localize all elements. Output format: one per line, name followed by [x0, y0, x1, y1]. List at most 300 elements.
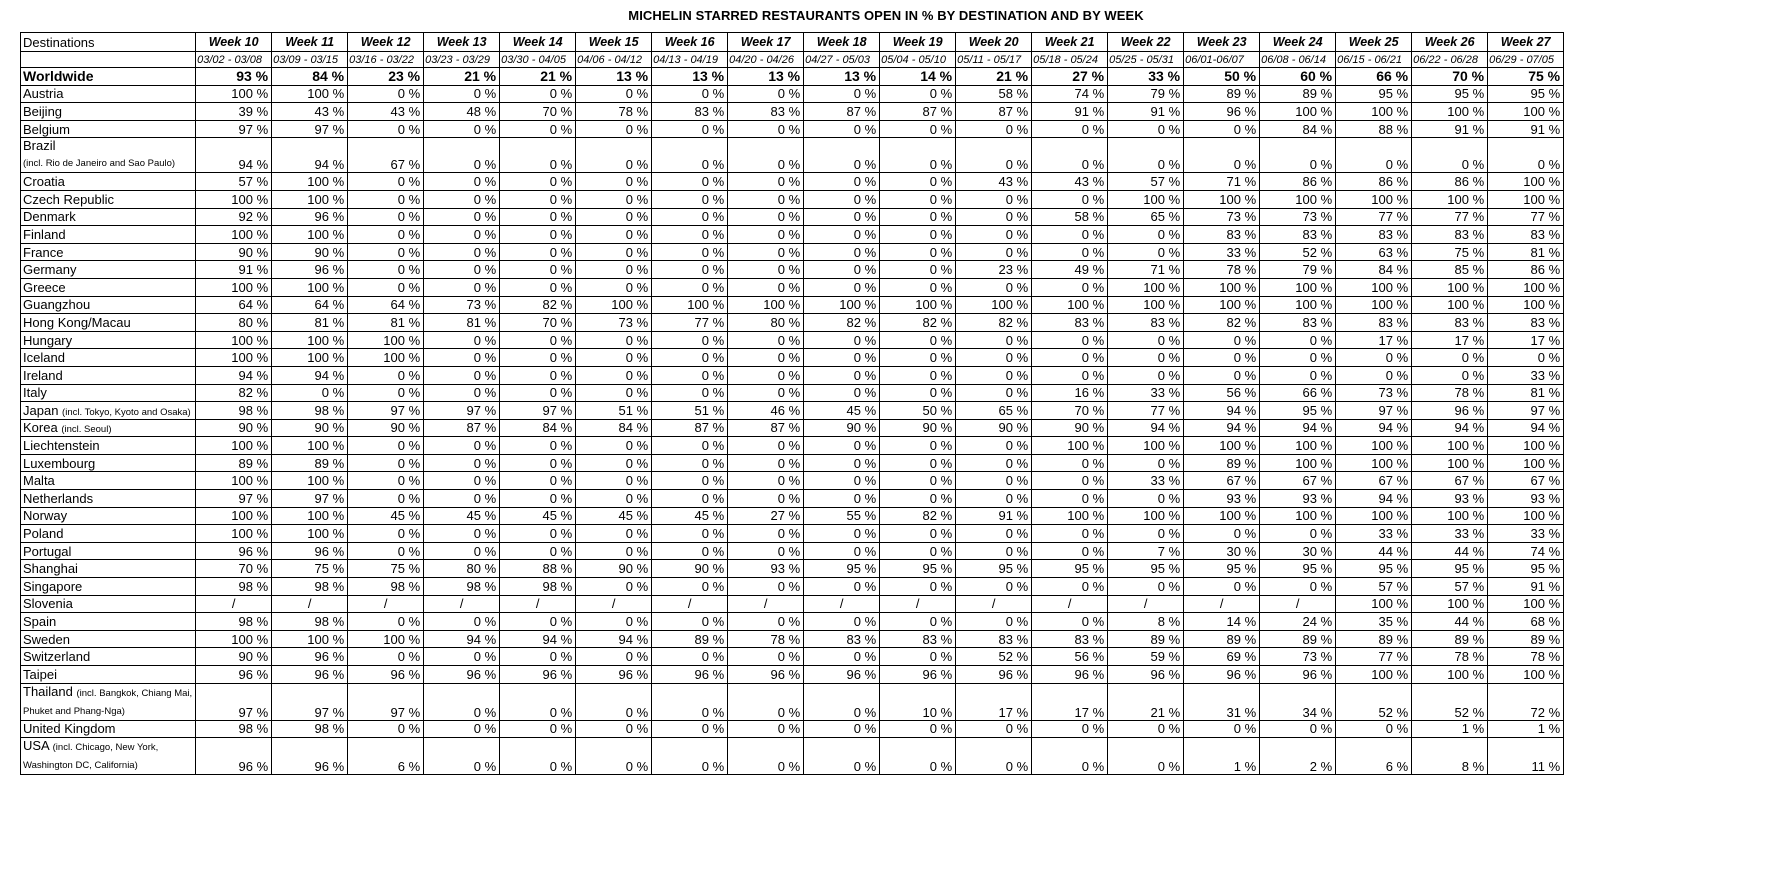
percent-cell: 100 %: [1412, 296, 1488, 314]
percent-cell: 0 %: [500, 85, 576, 103]
percent-cell: 96 %: [348, 666, 424, 684]
percent-cell: 100 %: [272, 85, 348, 103]
percent-cell: 97 %: [272, 490, 348, 508]
destination-name: [21, 666, 196, 684]
percent-cell: /: [728, 595, 804, 613]
percent-cell: 0 %: [1032, 738, 1108, 775]
week-date-range: 04/13 - 04/19: [652, 52, 728, 68]
percent-cell: 70 %: [1032, 402, 1108, 420]
percent-cell: 0 %: [956, 542, 1032, 560]
percent-cell: 0 %: [1108, 120, 1184, 138]
percent-cell: 90 %: [1032, 419, 1108, 437]
percent-cell: 96 %: [1184, 666, 1260, 684]
percent-cell: 0 %: [576, 331, 652, 349]
percent-cell: 0 %: [880, 437, 956, 455]
percent-cell: 23 %: [348, 68, 424, 86]
percent-cell: 100 %: [272, 525, 348, 543]
percent-cell: 100 %: [1184, 296, 1260, 314]
destination-name: [21, 208, 196, 226]
destination-name: [21, 613, 196, 631]
destination-row: [21, 349, 1564, 367]
percent-cell: 83 %: [804, 630, 880, 648]
percent-cell: 0 %: [804, 208, 880, 226]
percent-cell: 0 %: [1412, 349, 1488, 367]
percent-cell: 0 %: [348, 261, 424, 279]
destination-note: (incl. Rio de Janeiro and Sao Paulo): [23, 158, 176, 170]
percent-cell: 95 %: [804, 560, 880, 578]
percent-cell: 0 %: [1488, 138, 1564, 173]
week-header: Week 13: [424, 33, 500, 52]
percent-cell: /: [1108, 595, 1184, 613]
percent-cell: 0 %: [956, 578, 1032, 596]
percent-cell: 100 %: [1412, 454, 1488, 472]
percent-cell: 45 %: [424, 507, 500, 525]
destination-name: [21, 278, 196, 296]
percent-cell: 89 %: [1108, 630, 1184, 648]
percent-cell: 94 %: [1488, 419, 1564, 437]
week-date-range: 05/11 - 05/17: [956, 52, 1032, 68]
percent-cell: 0 %: [804, 683, 880, 720]
percent-cell: 100 %: [652, 296, 728, 314]
percent-cell: 100 %: [1184, 507, 1260, 525]
percent-cell: 33 %: [1488, 366, 1564, 384]
percent-cell: /: [348, 595, 424, 613]
percent-cell: 82 %: [196, 384, 272, 402]
percent-cell: 0 %: [804, 490, 880, 508]
percent-cell: 21 %: [1108, 683, 1184, 720]
percent-cell: 33 %: [1184, 243, 1260, 261]
percent-cell: 89 %: [1184, 85, 1260, 103]
percent-cell: 100 %: [1412, 103, 1488, 121]
percent-cell: 78 %: [1184, 261, 1260, 279]
percent-cell: 100 %: [196, 190, 272, 208]
percent-cell: 0 %: [956, 720, 1032, 738]
percent-cell: 100 %: [1336, 278, 1412, 296]
week-header: Week 19: [880, 33, 956, 52]
week-header: Week 26: [1412, 33, 1488, 52]
percent-cell: 0 %: [804, 437, 880, 455]
percent-cell: 17 %: [1336, 331, 1412, 349]
percent-cell: 51 %: [576, 402, 652, 420]
percent-cell: 98 %: [272, 402, 348, 420]
percent-cell: 0 %: [728, 138, 804, 173]
destination-note: (incl. Chicago, New York,: [52, 742, 159, 754]
percent-cell: 0 %: [1336, 366, 1412, 384]
percent-cell: 77 %: [1336, 208, 1412, 226]
percent-cell: 0 %: [348, 208, 424, 226]
percent-cell: 0 %: [1032, 490, 1108, 508]
percent-cell: 0 %: [424, 366, 500, 384]
percent-cell: 0 %: [576, 190, 652, 208]
percent-cell: 100 %: [1488, 296, 1564, 314]
percent-cell: 21 %: [956, 68, 1032, 86]
percent-cell: 0 %: [576, 437, 652, 455]
percent-cell: 51 %: [652, 402, 728, 420]
percent-cell: 84 %: [1336, 261, 1412, 279]
percent-cell: 100 %: [1488, 437, 1564, 455]
percent-cell: 100 %: [272, 173, 348, 191]
destination-label: Liechtenstein: [23, 438, 100, 454]
percent-cell: 0 %: [500, 613, 576, 631]
percent-cell: 0 %: [576, 208, 652, 226]
percent-cell: 0 %: [576, 472, 652, 490]
percent-cell: 0 %: [576, 226, 652, 244]
percent-cell: 0 %: [1032, 720, 1108, 738]
percent-cell: 0 %: [880, 120, 956, 138]
percent-cell: 0 %: [1032, 454, 1108, 472]
percent-cell: 73 %: [1184, 208, 1260, 226]
percent-cell: 91 %: [1412, 120, 1488, 138]
percent-cell: 77 %: [1488, 208, 1564, 226]
percent-cell: 0 %: [1260, 525, 1336, 543]
destination-name: [21, 384, 196, 402]
percent-cell: 75 %: [1488, 68, 1564, 86]
destination-row: [21, 190, 1564, 208]
percent-cell: 23 %: [956, 261, 1032, 279]
percent-cell: 45 %: [804, 402, 880, 420]
restaurants-open-table: [20, 32, 1564, 775]
percent-cell: 0 %: [500, 542, 576, 560]
percent-cell: 95 %: [1488, 85, 1564, 103]
week-header: Week 12: [348, 33, 424, 52]
percent-cell: 96 %: [652, 666, 728, 684]
destination-name: [21, 720, 196, 738]
percent-cell: 0 %: [804, 384, 880, 402]
percent-cell: 0 %: [424, 472, 500, 490]
percent-cell: 0 %: [1108, 226, 1184, 244]
percent-cell: 80 %: [424, 560, 500, 578]
destination-label: Shanghai: [23, 561, 78, 577]
percent-cell: 100 %: [348, 331, 424, 349]
percent-cell: 57 %: [1336, 578, 1412, 596]
destination-label: Taipei: [23, 666, 57, 682]
percent-cell: 0 %: [500, 366, 576, 384]
percent-cell: 0 %: [652, 542, 728, 560]
percent-cell: 0 %: [728, 683, 804, 720]
destination-label: Norway: [23, 508, 68, 524]
percent-cell: 0 %: [956, 226, 1032, 244]
percent-cell: 0 %: [424, 173, 500, 191]
destination-name: [21, 542, 196, 560]
percent-cell: 0 %: [1032, 138, 1108, 173]
percent-cell: 78 %: [576, 103, 652, 121]
percent-cell: 57 %: [1412, 578, 1488, 596]
percent-cell: 0 %: [424, 542, 500, 560]
percent-cell: 95 %: [1336, 560, 1412, 578]
destination-label: Korea: [23, 420, 58, 436]
destination-label: Finland: [23, 226, 66, 242]
percent-cell: 83 %: [956, 630, 1032, 648]
percent-cell: 83 %: [1108, 314, 1184, 332]
week-header: Week 24: [1260, 33, 1336, 52]
percent-cell: 100 %: [1260, 454, 1336, 472]
percent-cell: 0 %: [804, 738, 880, 775]
percent-cell: 90 %: [804, 419, 880, 437]
destination-label: France: [23, 244, 64, 260]
percent-cell: 98 %: [196, 402, 272, 420]
percent-cell: 90 %: [576, 560, 652, 578]
percent-cell: 96 %: [272, 738, 348, 775]
percent-cell: /: [804, 595, 880, 613]
percent-cell: 17 %: [1032, 683, 1108, 720]
percent-cell: 0 %: [424, 437, 500, 455]
percent-cell: 94 %: [1184, 419, 1260, 437]
percent-cell: 31 %: [1184, 683, 1260, 720]
percent-cell: 0 %: [956, 138, 1032, 173]
destination-row: [21, 278, 1564, 296]
percent-cell: 100 %: [1488, 103, 1564, 121]
destination-label: Sweden: [23, 631, 70, 647]
percent-cell: 90 %: [956, 419, 1032, 437]
percent-cell: 83 %: [1260, 226, 1336, 244]
percent-cell: 90 %: [196, 243, 272, 261]
percent-cell: 81 %: [1488, 384, 1564, 402]
percent-cell: 56 %: [1032, 648, 1108, 666]
percent-cell: /: [956, 595, 1032, 613]
destination-name: [21, 490, 196, 508]
percent-cell: 0 %: [1260, 366, 1336, 384]
percent-cell: 75 %: [272, 560, 348, 578]
percent-cell: 94 %: [1336, 419, 1412, 437]
percent-cell: 0 %: [880, 648, 956, 666]
percent-cell: 72 %: [1488, 683, 1564, 720]
percent-cell: 0 %: [500, 120, 576, 138]
percent-cell: 96 %: [880, 666, 956, 684]
percent-cell: 0 %: [728, 384, 804, 402]
percent-cell: 0 %: [956, 454, 1032, 472]
percent-cell: 100 %: [880, 296, 956, 314]
destination-label: Poland: [23, 526, 64, 542]
percent-cell: 100 %: [196, 507, 272, 525]
percent-cell: 95 %: [880, 560, 956, 578]
percent-cell: 0 %: [956, 613, 1032, 631]
percent-cell: 43 %: [348, 103, 424, 121]
percent-cell: 100 %: [1488, 173, 1564, 191]
week-header: Week 17: [728, 33, 804, 52]
percent-cell: 100 %: [1336, 190, 1412, 208]
percent-cell: 89 %: [1412, 630, 1488, 648]
percent-cell: 0 %: [880, 490, 956, 508]
percent-cell: 71 %: [1108, 261, 1184, 279]
percent-cell: 0 %: [728, 490, 804, 508]
percent-cell: 95 %: [1184, 560, 1260, 578]
percent-cell: 45 %: [576, 507, 652, 525]
percent-cell: 0 %: [348, 278, 424, 296]
percent-cell: 0 %: [1032, 331, 1108, 349]
percent-cell: 17 %: [956, 683, 1032, 720]
percent-cell: 0 %: [956, 472, 1032, 490]
percent-cell: 43 %: [1032, 173, 1108, 191]
percent-cell: 94 %: [1260, 419, 1336, 437]
percent-cell: 0 %: [728, 243, 804, 261]
percent-cell: 63 %: [1336, 243, 1412, 261]
destination-row: [21, 366, 1564, 384]
percent-cell: 75 %: [1412, 243, 1488, 261]
percent-cell: 0 %: [348, 226, 424, 244]
percent-cell: 98 %: [196, 720, 272, 738]
percent-cell: 0 %: [500, 349, 576, 367]
percent-cell: 0 %: [728, 578, 804, 596]
percent-cell: 79 %: [1260, 261, 1336, 279]
percent-cell: 0 %: [804, 472, 880, 490]
percent-cell: 0 %: [728, 85, 804, 103]
percent-cell: 0 %: [348, 173, 424, 191]
percent-cell: 100 %: [1336, 454, 1412, 472]
percent-cell: 0 %: [500, 490, 576, 508]
percent-cell: 0 %: [652, 278, 728, 296]
percent-cell: 77 %: [1108, 402, 1184, 420]
destination-label: Luxembourg: [23, 455, 96, 471]
percent-cell: 84 %: [1260, 120, 1336, 138]
percent-cell: 33 %: [1412, 525, 1488, 543]
percent-cell: 0 %: [500, 261, 576, 279]
percent-cell: 73 %: [1336, 384, 1412, 402]
percent-cell: 58 %: [956, 85, 1032, 103]
percent-cell: 0 %: [652, 138, 728, 173]
percent-cell: 0 %: [500, 331, 576, 349]
destination-row: [21, 648, 1564, 666]
destination-name: [21, 138, 196, 173]
percent-cell: 100 %: [272, 226, 348, 244]
percent-cell: 0 %: [804, 173, 880, 191]
percent-cell: 0 %: [728, 738, 804, 775]
destination-row: [21, 402, 1564, 420]
week-date-range: 04/06 - 04/12: [576, 52, 652, 68]
percent-cell: 0 %: [424, 243, 500, 261]
percent-cell: 100 %: [956, 296, 1032, 314]
percent-cell: 64 %: [348, 296, 424, 314]
percent-cell: 95 %: [1260, 560, 1336, 578]
percent-cell: 81 %: [348, 314, 424, 332]
percent-cell: 95 %: [1336, 85, 1412, 103]
week-header: Week 16: [652, 33, 728, 52]
week-date-range: 06/08 - 06/14: [1260, 52, 1336, 68]
destination-name: [21, 595, 196, 613]
percent-cell: 100 %: [348, 349, 424, 367]
percent-cell: 89 %: [1336, 630, 1412, 648]
percent-cell: 89 %: [1260, 85, 1336, 103]
percent-cell: 0 %: [804, 525, 880, 543]
percent-cell: 83 %: [1336, 226, 1412, 244]
percent-cell: 75 %: [348, 560, 424, 578]
destination-name: [21, 349, 196, 367]
percent-cell: 27 %: [1032, 68, 1108, 86]
destination-label: Italy: [23, 385, 47, 401]
percent-cell: 0 %: [500, 243, 576, 261]
percent-cell: 94 %: [1336, 490, 1412, 508]
percent-cell: 30 %: [1260, 542, 1336, 560]
percent-cell: 0 %: [652, 349, 728, 367]
destination-label: Switzerland: [23, 649, 91, 665]
percent-cell: /: [576, 595, 652, 613]
percent-cell: 49 %: [1032, 261, 1108, 279]
percent-cell: 10 %: [880, 683, 956, 720]
percent-cell: 50 %: [880, 402, 956, 420]
percent-cell: 7 %: [1108, 542, 1184, 560]
percent-cell: 0 %: [348, 384, 424, 402]
percent-cell: 100 %: [272, 278, 348, 296]
destination-row: [21, 331, 1564, 349]
percent-cell: 94 %: [576, 630, 652, 648]
percent-cell: 0 %: [880, 85, 956, 103]
percent-cell: 100 %: [1488, 454, 1564, 472]
percent-cell: 94 %: [196, 138, 272, 173]
percent-cell: 0 %: [576, 738, 652, 775]
percent-cell: /: [424, 595, 500, 613]
percent-cell: 0 %: [652, 454, 728, 472]
percent-cell: 0 %: [348, 720, 424, 738]
percent-cell: 55 %: [804, 507, 880, 525]
percent-cell: 39 %: [196, 103, 272, 121]
percent-cell: 0 %: [956, 384, 1032, 402]
percent-cell: 0 %: [576, 261, 652, 279]
percent-cell: 98 %: [272, 578, 348, 596]
percent-cell: 100 %: [196, 226, 272, 244]
percent-cell: 0 %: [1184, 578, 1260, 596]
percent-cell: 100 %: [1488, 507, 1564, 525]
percent-cell: 0 %: [424, 120, 500, 138]
percent-cell: 0 %: [348, 190, 424, 208]
destination-note: (incl. Bangkok, Chiang Mai,: [76, 687, 193, 699]
percent-cell: 97 %: [272, 683, 348, 720]
percent-cell: 33 %: [1488, 525, 1564, 543]
percent-cell: 0 %: [804, 331, 880, 349]
percent-cell: 89 %: [1184, 630, 1260, 648]
destination-row: [21, 226, 1564, 244]
percent-cell: 73 %: [424, 296, 500, 314]
destination-row: [21, 314, 1564, 332]
percent-cell: 0 %: [880, 472, 956, 490]
destination-label: Brazil: [23, 138, 56, 154]
percent-cell: 0 %: [576, 384, 652, 402]
percent-cell: 100 %: [1108, 507, 1184, 525]
percent-cell: 0 %: [880, 738, 956, 775]
percent-cell: 68 %: [1488, 613, 1564, 631]
percent-cell: 0 %: [576, 648, 652, 666]
percent-cell: 67 %: [1488, 472, 1564, 490]
percent-cell: 97 %: [196, 490, 272, 508]
percent-cell: 79 %: [1108, 85, 1184, 103]
percent-cell: 100 %: [196, 437, 272, 455]
percent-cell: 0 %: [804, 542, 880, 560]
week-header: Week 10: [196, 33, 272, 52]
percent-cell: 57 %: [196, 173, 272, 191]
percent-cell: 97 %: [424, 402, 500, 420]
percent-cell: 83 %: [1488, 314, 1564, 332]
percent-cell: 89 %: [1184, 454, 1260, 472]
percent-cell: /: [272, 595, 348, 613]
percent-cell: 14 %: [880, 68, 956, 86]
percent-cell: 100 %: [1412, 595, 1488, 613]
percent-cell: 0 %: [880, 349, 956, 367]
percent-cell: 45 %: [500, 507, 576, 525]
percent-cell: 91 %: [1488, 120, 1564, 138]
percent-cell: 82 %: [500, 296, 576, 314]
week-header: Week 21: [1032, 33, 1108, 52]
percent-cell: 94 %: [424, 630, 500, 648]
percent-cell: /: [196, 595, 272, 613]
percent-cell: 0 %: [956, 278, 1032, 296]
percent-cell: 0 %: [1108, 138, 1184, 173]
percent-cell: 34 %: [1260, 683, 1336, 720]
percent-cell: 21 %: [500, 68, 576, 86]
percent-cell: 0 %: [500, 138, 576, 173]
percent-cell: 0 %: [348, 437, 424, 455]
percent-cell: 0 %: [956, 120, 1032, 138]
percent-cell: 45 %: [652, 507, 728, 525]
destination-row: [21, 261, 1564, 279]
percent-cell: 0 %: [1184, 138, 1260, 173]
